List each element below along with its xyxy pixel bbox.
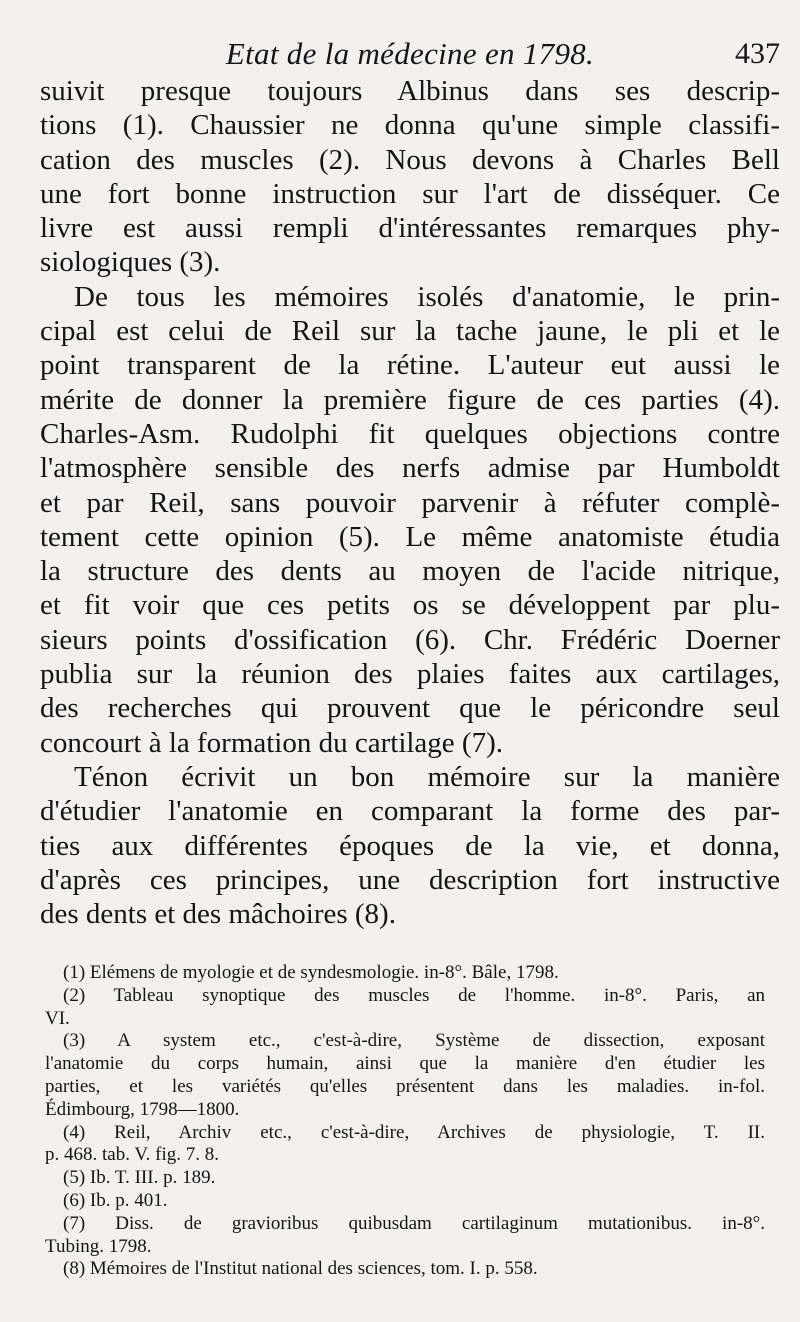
footnote [45, 1213, 765, 1259]
text-line: livre est aussi rempli d'intéressantes remarques phy- [40, 212, 780, 245]
footnote [45, 962, 765, 985]
paragraph [40, 760, 780, 931]
footnote-line: (6) Ib. p. 401. [63, 1189, 168, 1211]
text-line: concourt à la formation du cartilage (7). [40, 726, 503, 759]
footnote-line: p. 468. tab. V. fig. 7. 8. [45, 1144, 219, 1166]
text-line: une fort bonne instruction sur l'art de disséquer. Ce [40, 177, 780, 210]
footnote-line: (8) Mémoires de l'Institut national des sciences, tom. I. p. 558. [63, 1258, 538, 1280]
paragraph [40, 280, 780, 760]
text-line: sieurs points d'ossification (6). Chr. Frédéric Doerner [40, 623, 780, 656]
paragraph [40, 74, 780, 280]
page-number: 437 [735, 37, 780, 70]
footnote [45, 1190, 765, 1213]
text-line: siologiques (3). [40, 246, 221, 279]
footnote [45, 1122, 765, 1168]
footnote [45, 1167, 765, 1190]
footnote-line: (7) Diss. de gravioribus quibusdam cartilaginum mutationibus. in-8°. [63, 1212, 765, 1234]
text-line: et par Reil, sans pouvoir parvenir à réfuter complè- [40, 486, 780, 519]
text-line: d'étudier l'anatomie en comparant la forme des par- [40, 795, 780, 828]
text-line: De tous les mémoires isolés d'anatomie, le prin- [74, 280, 780, 313]
text-line: tement cette opinion (5). Le même anatomiste étudia [40, 520, 780, 553]
text-line: publia sur la réunion des plaies faites aux cartilages, [40, 658, 780, 691]
text-line: Ténon écrivit un bon mémoire sur la manière [74, 760, 780, 793]
text-line: l'atmosphère sensible des nerfs admise par Humboldt [40, 452, 780, 485]
body-text [40, 74, 780, 931]
footnote-line: VI. [45, 1007, 70, 1029]
footnote-line: (1) Elémens de myologie et de syndesmologie. in-8°. Bâle, 1798. [63, 962, 559, 983]
text-line: d'après ces principes, une description fort instructive [40, 863, 780, 896]
text-line: tions (1). Chaussier ne donna qu'une simple classifi- [40, 109, 780, 142]
footnote-line: parties, et les variétés qu'elles présentent dans les maladies. in-fol. [45, 1075, 765, 1097]
text-line: suivit presque toujours Albinus dans ses descrip- [40, 75, 780, 107]
footnote-line: (3) A system etc., c'est-à-dire, Système de dissection, exposant [63, 1030, 765, 1052]
footnotes [45, 962, 765, 1281]
text-line: cation des muscles (2). Nous devons à Charles Bell [40, 143, 780, 176]
text-line: point transparent de la rétine. L'auteur eut aussi le [40, 349, 780, 382]
footnote [45, 1030, 765, 1121]
text-line: cipal est celui de Reil sur la tache jaune, le pli et le [40, 315, 780, 348]
footnote-line: (2) Tableau synoptique des muscles de l'homme. in-8°. Paris, an [63, 984, 765, 1006]
footnote [45, 985, 765, 1031]
footnote-line: l'anatomie du corps humain, ainsi que la manière d'en étudier les [45, 1053, 765, 1075]
text-line: mérite de donner la première figure de ces parties (4). [40, 383, 780, 416]
running-title: Etat de la médecine en 1798. [225, 36, 595, 71]
footnote-line: Édimbourg, 1798—1800. [45, 1098, 240, 1120]
text-line: la structure des dents au moyen de l'acide nitrique, [40, 555, 780, 588]
text-line: ties aux différentes époques de la vie, et donna, [40, 829, 780, 862]
text-line: des recherches qui prouvent que le péricondre seul [40, 692, 780, 725]
footnote-line: Tubing. 1798. [45, 1235, 152, 1257]
footnote [45, 1258, 765, 1281]
footnote-line: (5) Ib. T. III. p. 189. [63, 1167, 216, 1189]
footnote-line: (4) Reil, Archiv etc., c'est-à-dire, Archives de physiologie, T. II. [63, 1121, 765, 1143]
text-line: Charles-Asm. Rudolphi fit quelques objections contre [40, 417, 780, 450]
text-line: et fit voir que ces petits os se développent par plu- [40, 589, 780, 622]
text-line: des dents et des mâchoires (8). [40, 898, 396, 931]
